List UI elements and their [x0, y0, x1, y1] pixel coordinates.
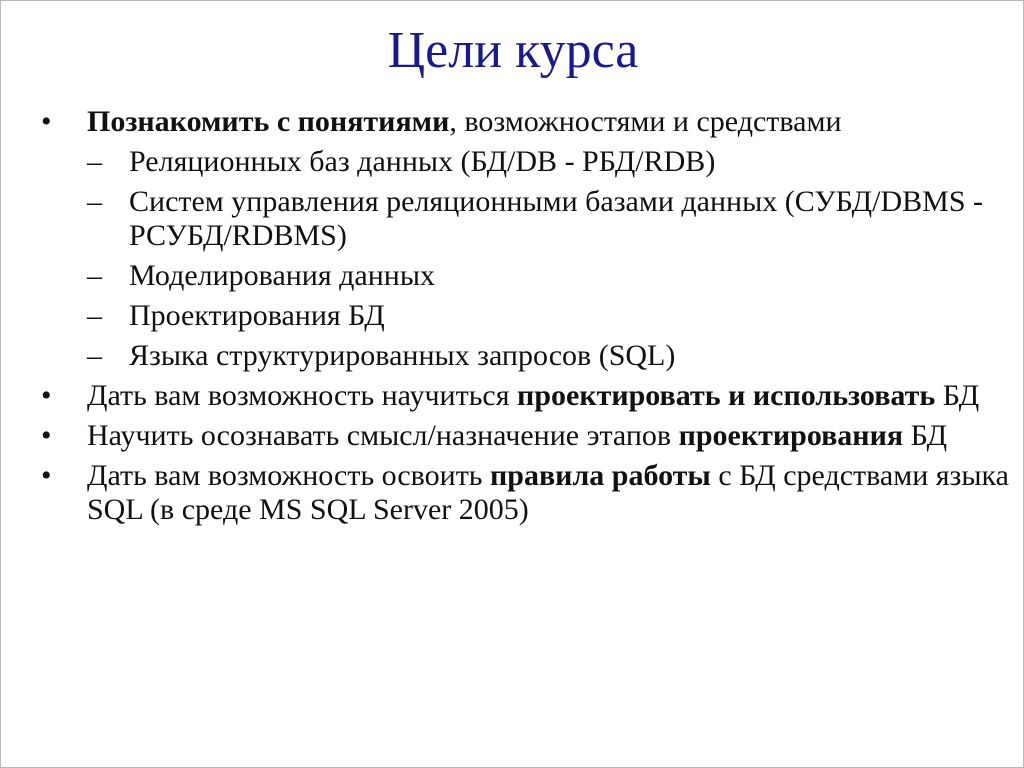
bullet-list	[41, 105, 1016, 533]
bullet-item-3	[41, 419, 1016, 453]
bullet-4-text-pre: Дать вам возможность освоить	[87, 459, 490, 492]
sub-item-2-text: Систем управления реляционными базами данных (СУБД/DBMS - РСУБД/RDBMS)	[129, 185, 984, 252]
bullet-2-text-pre: Дать вам возможность научиться	[87, 379, 518, 412]
bullet-icon: •	[41, 105, 52, 138]
bullet-icon: •	[41, 419, 52, 452]
bullet-2-text-post: БД	[935, 379, 980, 412]
bullet-3-text-pre: Научить осознавать смысл/назначение этапов	[87, 419, 679, 452]
sub-item-3-text: Моделирования данных	[129, 259, 436, 292]
bullet-4-bold-text: правила работы	[490, 459, 711, 492]
sub-item-4	[87, 299, 1016, 333]
bullet-item-4	[41, 459, 1016, 527]
dash-icon: –	[87, 299, 102, 332]
sub-list	[87, 145, 1016, 373]
dash-icon: –	[87, 145, 102, 178]
sub-item-5-text: Языка структурированных запросов (SQL)	[129, 339, 676, 372]
dash-icon: –	[87, 259, 102, 292]
sub-item-4-text: Проектирования БД	[129, 299, 385, 332]
bullet-item-1	[41, 105, 1016, 373]
dash-icon: –	[87, 339, 102, 372]
bullet-3-bold-text: проектирования	[678, 419, 904, 452]
sub-item-3	[87, 259, 1016, 293]
dash-icon: –	[87, 185, 102, 218]
bullet-3-text-post: БД	[903, 419, 948, 452]
bullet-4-text-post: с БД средствами языка SQL (в среде MS SQL Server 2005)	[87, 459, 1009, 526]
bullet-icon: •	[41, 459, 52, 492]
sub-item-1-text: Реляционных баз данных (БД/DB - РБД/RDB)	[129, 145, 716, 178]
sub-item-1	[87, 145, 1016, 179]
bullet-2-bold-text: проектировать и использовать	[517, 379, 936, 412]
sub-item-5	[87, 339, 1016, 373]
bullet-1-bold-text: Познакомить с понятиями	[87, 105, 450, 138]
bullet-item-2	[41, 379, 1016, 413]
bullet-1-text: , возможностями и средствами	[449, 105, 842, 138]
sub-item-2	[87, 185, 1016, 253]
bullet-icon: •	[41, 379, 52, 412]
slide-title: Цели курса	[387, 22, 639, 79]
